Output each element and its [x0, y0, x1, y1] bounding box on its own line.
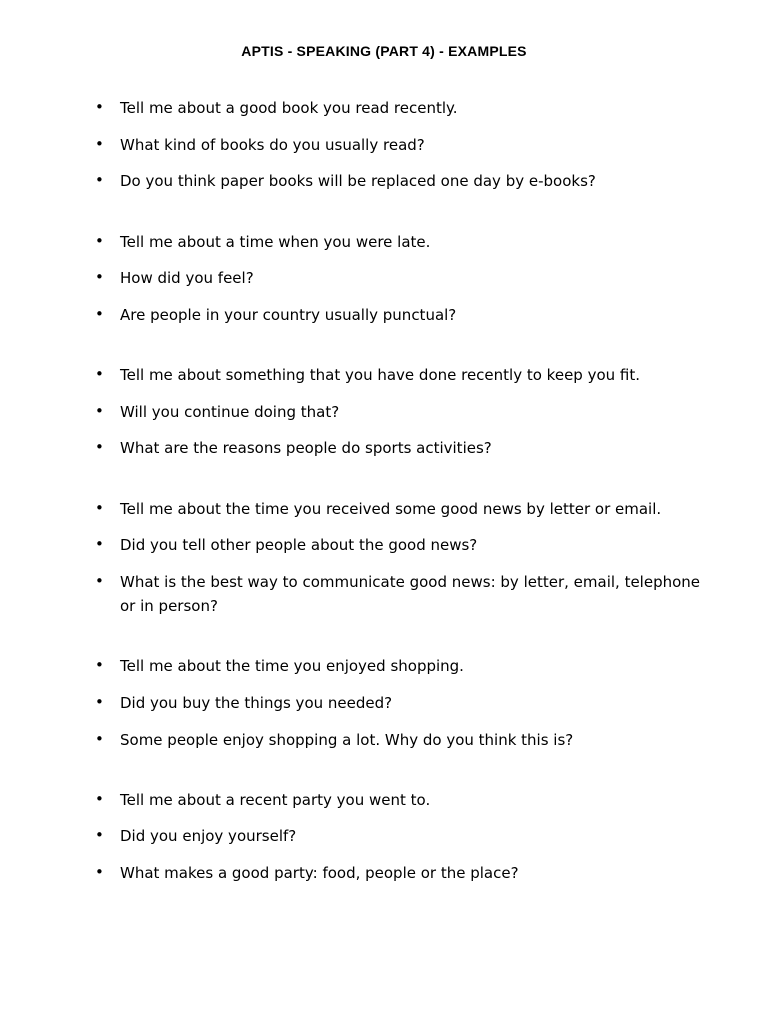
bullet-icon: •: [95, 171, 104, 190]
question-text: Are people in your country usually punctual?: [120, 305, 457, 324]
question-group-shopping: [0, 654, 768, 751]
question-text: Did you buy the things you needed?: [120, 693, 393, 712]
question-text: Do you think paper books will be replaced one day by e-books?: [120, 172, 596, 191]
bullet-icon: •: [95, 231, 104, 250]
question-text: Will you continue doing that?: [120, 402, 340, 421]
question-text: What kind of books do you usually read?: [120, 135, 425, 154]
bullet-icon: •: [95, 401, 104, 420]
question-item: [0, 169, 768, 193]
question-groups: [0, 96, 768, 885]
question-item: [0, 728, 768, 752]
question-text: Some people enjoy shopping a lot. Why do you think this is?: [120, 730, 574, 749]
question-item: [0, 266, 768, 290]
question-item: [0, 303, 768, 327]
question-item: [0, 533, 768, 557]
bullet-icon: •: [95, 98, 104, 116]
bullet-icon: •: [95, 826, 104, 845]
question-item: [0, 861, 768, 885]
document-title: APTIS - SPEAKING (PART 4) - EXAMPLES: [241, 43, 527, 59]
bullet-icon: •: [95, 535, 104, 554]
question-text: Tell me about something that you have done recently to keep you fit.: [120, 366, 641, 385]
question-group-late: [0, 230, 768, 327]
bullet-icon: •: [95, 692, 104, 711]
bullet-icon: •: [95, 438, 104, 457]
bullet-icon: •: [95, 729, 104, 748]
bullet-icon: •: [95, 365, 104, 384]
question-group-party: [0, 788, 768, 885]
bullet-icon: •: [95, 571, 104, 590]
question-item: [0, 230, 768, 254]
question-text: How did you feel?: [120, 269, 254, 288]
question-text: Tell me about a good book you read recently.: [120, 99, 458, 117]
question-text: Tell me about a recent party you went to.: [120, 790, 431, 809]
question-item: [0, 788, 768, 812]
question-text: Tell me about the time you enjoyed shopping.: [120, 657, 464, 676]
question-item: [0, 436, 768, 460]
question-text: What is the best way to communicate good news: by letter, email, telephone or in person?: [120, 572, 701, 615]
question-item: [0, 824, 768, 848]
question-item: [0, 654, 768, 678]
question-item: [0, 497, 768, 521]
question-text: What are the reasons people do sports activities?: [120, 439, 492, 458]
question-item: [0, 133, 768, 157]
bullet-icon: •: [95, 268, 104, 287]
bullet-icon: •: [95, 656, 104, 675]
question-text: Did you enjoy yourself?: [120, 827, 297, 846]
question-text: Tell me about a time when you were late.: [120, 232, 431, 251]
bullet-icon: •: [95, 863, 104, 882]
question-group-good-news: [0, 497, 768, 618]
question-item: [0, 400, 768, 424]
bullet-icon: •: [95, 498, 104, 517]
question-group-books: [0, 96, 768, 193]
question-text: What makes a good party: food, people or the place?: [120, 864, 519, 883]
question-item: [0, 96, 768, 120]
question-text: Tell me about the time you received some good news by letter or email.: [120, 499, 662, 518]
question-group-fitness: [0, 363, 768, 460]
question-item: [0, 691, 768, 715]
question-item: [0, 570, 768, 618]
question-item: [0, 363, 768, 387]
bullet-icon: •: [95, 789, 104, 808]
question-text: Did you tell other people about the good news?: [120, 536, 478, 555]
bullet-icon: •: [95, 134, 104, 153]
bullet-icon: •: [95, 304, 104, 323]
